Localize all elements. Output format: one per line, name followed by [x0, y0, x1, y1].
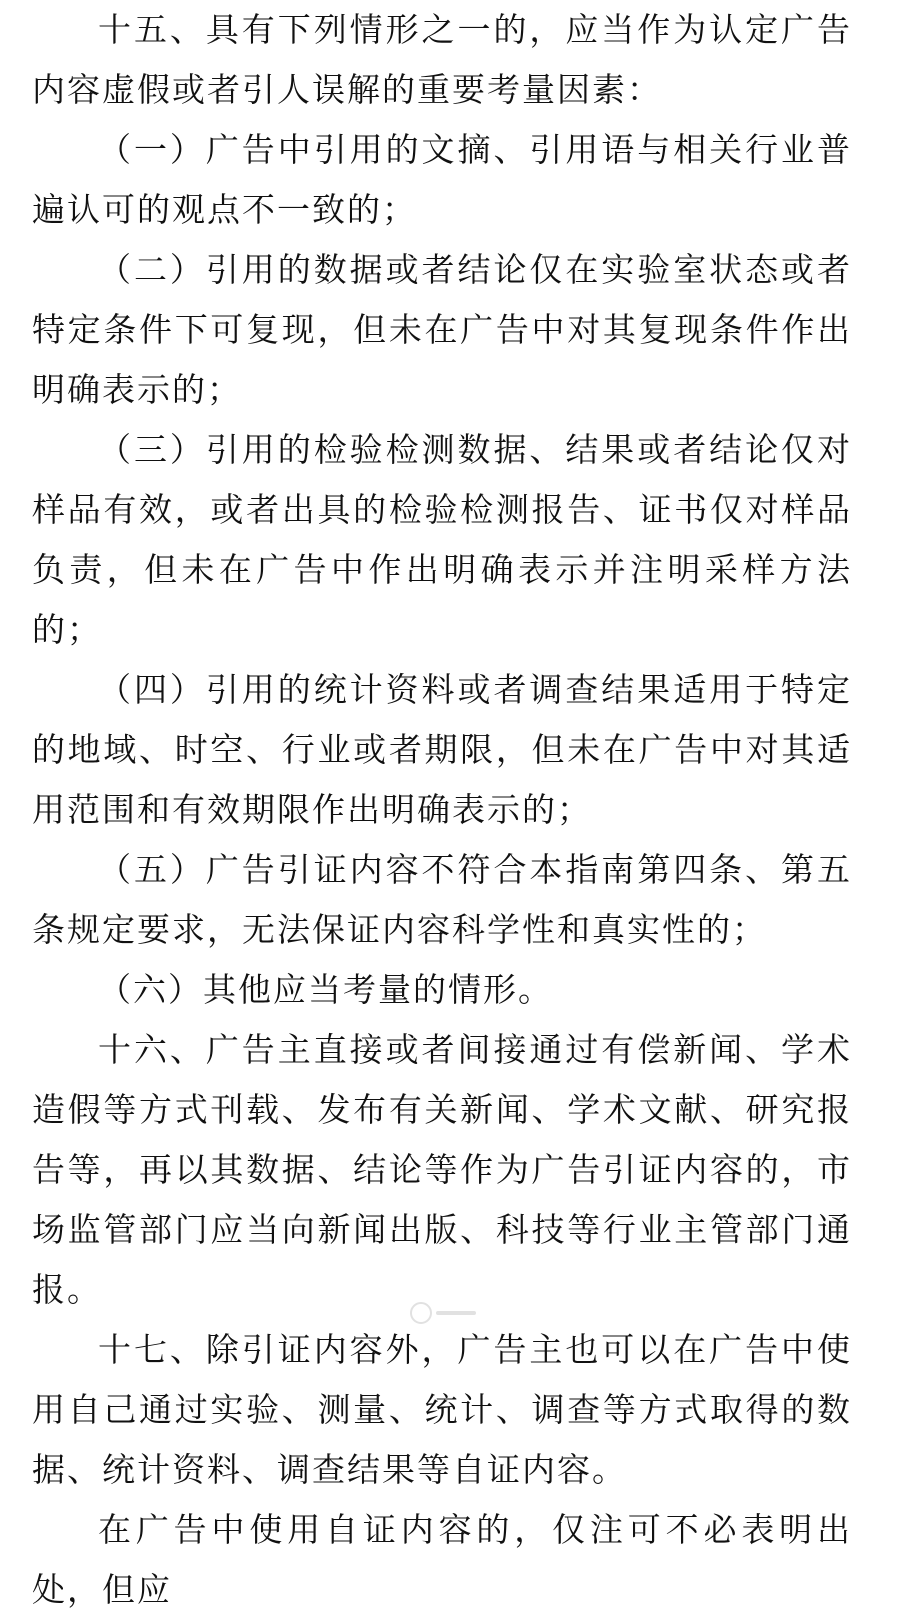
paragraph-15-item-6: （六）其他应当考量的情形。 [98, 970, 553, 1009]
paragraph-15-item-1: （一）广告中引用的文摘、引用语与相关行业普遍认可的观点不一致的； [32, 130, 852, 229]
paragraph-15-item-2: （二）引用的数据或者结论仅在实验室状态或者特定条件下可复现，但未在广告中对其复现条件作出明确表示的； [32, 250, 852, 409]
watermark-dot [410, 1302, 432, 1324]
watermark-bar [436, 1311, 476, 1315]
paragraph-15-item-4: （四）引用的统计资料或者调查结果适用于特定的地域、时空、行业或者期限，但未在广告中对其适用范围和有效期限作出明确表示的； [32, 670, 852, 829]
paragraph-16: 十六、广告主直接或者间接通过有偿新闻、学术造假等方式刊载、发布有关新闻、学术文献、研究报告等，再以其数据、结论等作为广告引证内容的，市场监管部门应当向新闻出版、科技等行业主管部门通报。 [32, 1030, 852, 1309]
paragraph-15-item-5: （五）广告引证内容不符合本指南第四条、第五条规定要求，无法保证内容科学性和真实性的； [32, 850, 852, 949]
paragraph-17: 十七、除引证内容外，广告主也可以在广告中使用自己通过实验、测量、统计、调查等方式取得的数据、统计资料、调查结果等自证内容。 [32, 1330, 852, 1489]
paragraph-15-item-3: （三）引用的检验检测数据、结果或者结论仅对样品有效，或者出具的检验检测报告、证书仅对样品负责，但未在广告中作出明确表示并注明采样方法的； [32, 430, 852, 649]
document-body [32, 0, 852, 1620]
paragraph-15: 十五、具有下列情形之一的，应当作为认定广告内容虚假或者引人误解的重要考量因素： [32, 10, 852, 109]
watermark-icon [410, 1302, 520, 1324]
paragraph-17-continued: 在广告中使用自证内容的，仅注可不必表明出处，但应 [32, 1510, 852, 1609]
